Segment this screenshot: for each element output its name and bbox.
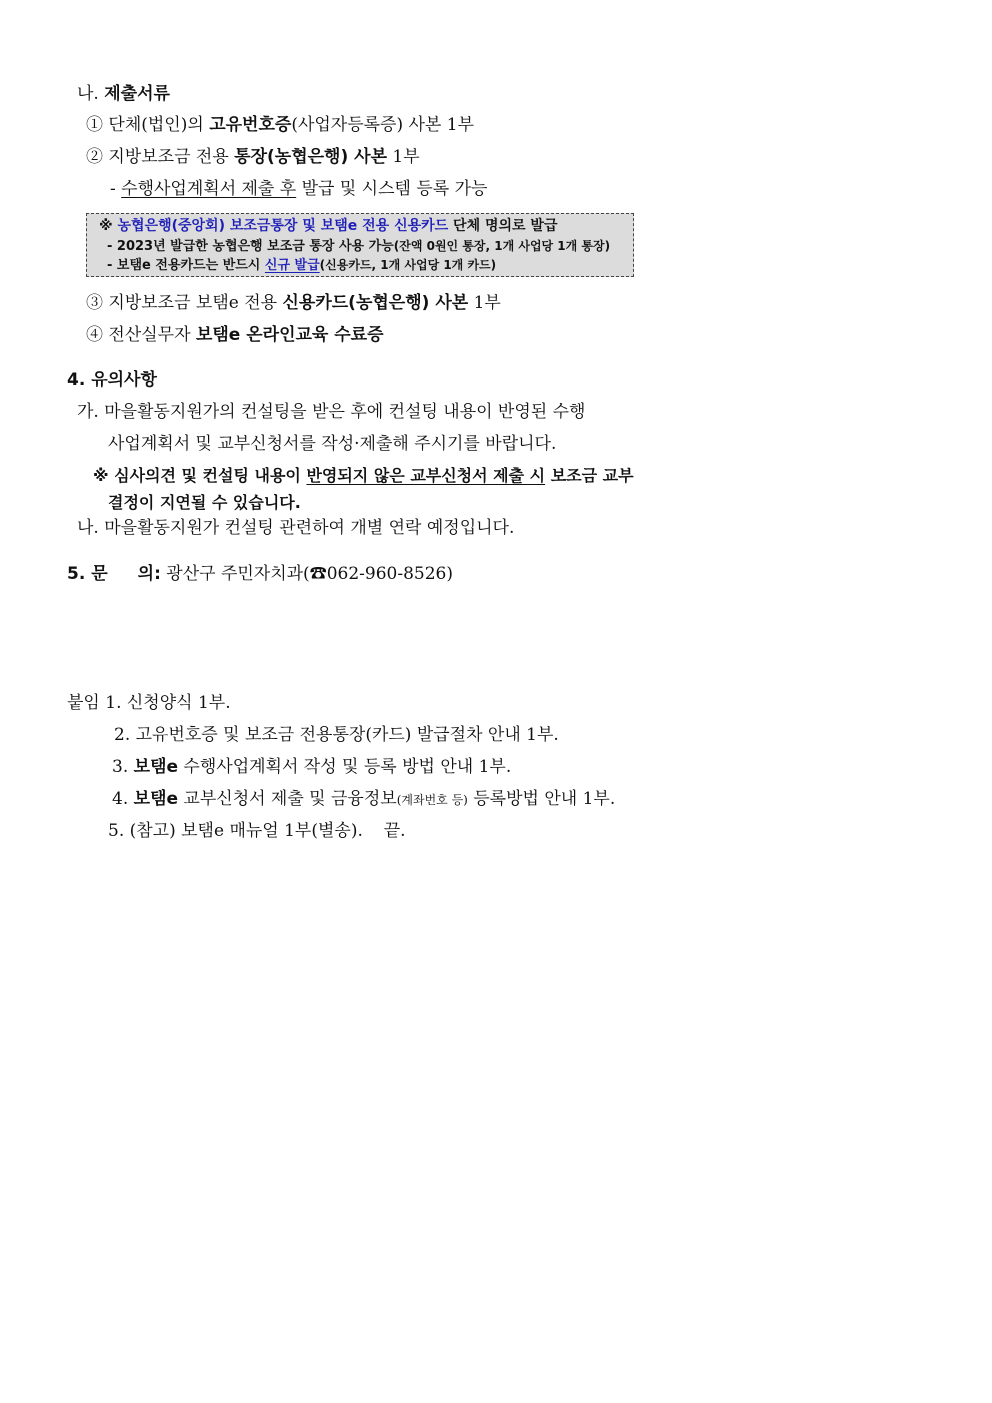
attachment-text: 교부신청서 제출 및 금융정보 bbox=[183, 789, 397, 809]
attachment-item-5 bbox=[108, 820, 406, 842]
item-text: 지방보조금 보탬e 전용 bbox=[108, 293, 278, 313]
notice-mark: ※ bbox=[99, 218, 113, 234]
notice-text: - 2023년 발급한 농협은행 보조금 통장 사용 가능 bbox=[107, 239, 394, 254]
notice-blue-text: 농협은행(중앙회) 보조금통장 및 보탬e 전용 신용카드 bbox=[117, 218, 449, 234]
sub-text: 발급 및 시스템 등록 가능 bbox=[301, 179, 488, 199]
notice-box bbox=[86, 213, 634, 277]
attachment-bold-text: 보탬e bbox=[133, 789, 179, 809]
item-bold-text: 신용카드(농협은행) 사본 bbox=[282, 293, 469, 313]
section-4-ga-line-2: 사업계획서 및 교부신청서를 작성·제출해 주시기를 바랍니다. bbox=[108, 434, 557, 454]
attachment-bold-text: 보탬e bbox=[133, 757, 179, 777]
title-text: 제출서류 bbox=[104, 84, 170, 104]
sub-underlined-text: 수행사업계획서 제출 후 bbox=[121, 179, 297, 199]
item-text: 1부 bbox=[473, 293, 501, 313]
contact-value: 광산구 주민자치과(☎062-960-8526) bbox=[166, 564, 453, 584]
notice-line-2 bbox=[107, 238, 610, 255]
attachment-item-2: 2. 고유번호증 및 보조금 전용통장(카드) 발급절차 안내 1부. bbox=[114, 725, 559, 745]
submission-item-2-sub bbox=[110, 178, 487, 200]
note-underlined-text: 반영되지 않은 교부신청서 제출 시 bbox=[306, 466, 546, 485]
item-bold-text: 보탬e 온라인교육 수료증 bbox=[195, 325, 384, 345]
section-4-note-line-2: 결정이 지연될 수 있습니다. bbox=[108, 493, 301, 512]
end-mark: 끝. bbox=[383, 821, 406, 841]
item-number: ② bbox=[86, 147, 103, 167]
item-text: 지방보조금 전용 bbox=[108, 147, 229, 167]
submission-item-4 bbox=[86, 324, 384, 346]
item-text: 단체(법인)의 bbox=[108, 115, 204, 135]
submission-item-2 bbox=[86, 146, 420, 168]
item-text: (사업자등록증) 사본 1부 bbox=[291, 115, 474, 135]
section-4-ga-line-1: 가. 마을활동지원가의 컨설팅을 받은 후에 컨설팅 내용이 반영된 수행 bbox=[77, 402, 586, 422]
attachment-item-4 bbox=[112, 788, 615, 811]
attachment-number: 4. bbox=[112, 789, 129, 809]
attachment-item-3 bbox=[112, 756, 511, 778]
notice-blue-text: 신규 발급 bbox=[264, 258, 320, 273]
notice-line-3 bbox=[107, 257, 496, 274]
submission-title bbox=[77, 83, 170, 105]
section-5-contact bbox=[67, 563, 453, 585]
item-number: ④ bbox=[86, 325, 103, 345]
attachment-text: 등록방법 안내 1부. bbox=[473, 789, 616, 809]
item-number: ③ bbox=[86, 293, 103, 313]
title-marker: 나. bbox=[77, 84, 99, 104]
notice-small-text: (잔액 0원인 통장, 1개 사업당 1개 통장) bbox=[393, 239, 611, 253]
attachment-small-text: (계좌번호 등) bbox=[396, 793, 468, 807]
attachment-item-1 bbox=[67, 692, 231, 714]
notice-line-1 bbox=[99, 218, 557, 235]
item-text: 전산실무자 bbox=[108, 325, 191, 345]
attachment-text: 수행사업계획서 작성 및 등록 방법 안내 1부. bbox=[183, 757, 512, 777]
attachment-number: 3. bbox=[112, 757, 129, 777]
item-number: ① bbox=[86, 115, 103, 135]
sub-dash: - bbox=[110, 179, 116, 199]
section-4-heading: 4. 유의사항 bbox=[67, 370, 157, 390]
attachment-label: 붙임 bbox=[67, 693, 100, 713]
submission-item-3 bbox=[86, 292, 501, 314]
contact-label: 의: bbox=[137, 564, 161, 584]
note-text: 보조금 교부 bbox=[550, 466, 634, 485]
notice-small-text: (신용카드, 1개 사업당 1개 카드) bbox=[319, 258, 497, 272]
notice-text: 단체 명의로 발급 bbox=[453, 218, 558, 234]
note-text: ※ 심사의견 및 컨설팅 내용이 bbox=[93, 466, 301, 485]
notice-text: - 보탬e 전용카드는 반드시 bbox=[107, 258, 261, 273]
attachment-text: 1. 신청양식 1부. bbox=[105, 693, 231, 713]
section-4-na-line: 나. 마을활동지원가 컨설팅 관련하여 개별 연락 예정입니다. bbox=[77, 518, 515, 538]
item-text: 1부 bbox=[392, 147, 420, 167]
attachment-text: 5. (참고) 보탬e 매뉴얼 1부(별송). bbox=[108, 821, 363, 841]
submission-item-1 bbox=[86, 114, 474, 136]
item-bold-text: 고유번호증 bbox=[209, 115, 292, 135]
section-4-note-line-1 bbox=[93, 465, 634, 487]
contact-label: 5. 문 bbox=[67, 564, 108, 584]
item-bold-text: 통장(농협은행) 사본 bbox=[234, 147, 388, 167]
